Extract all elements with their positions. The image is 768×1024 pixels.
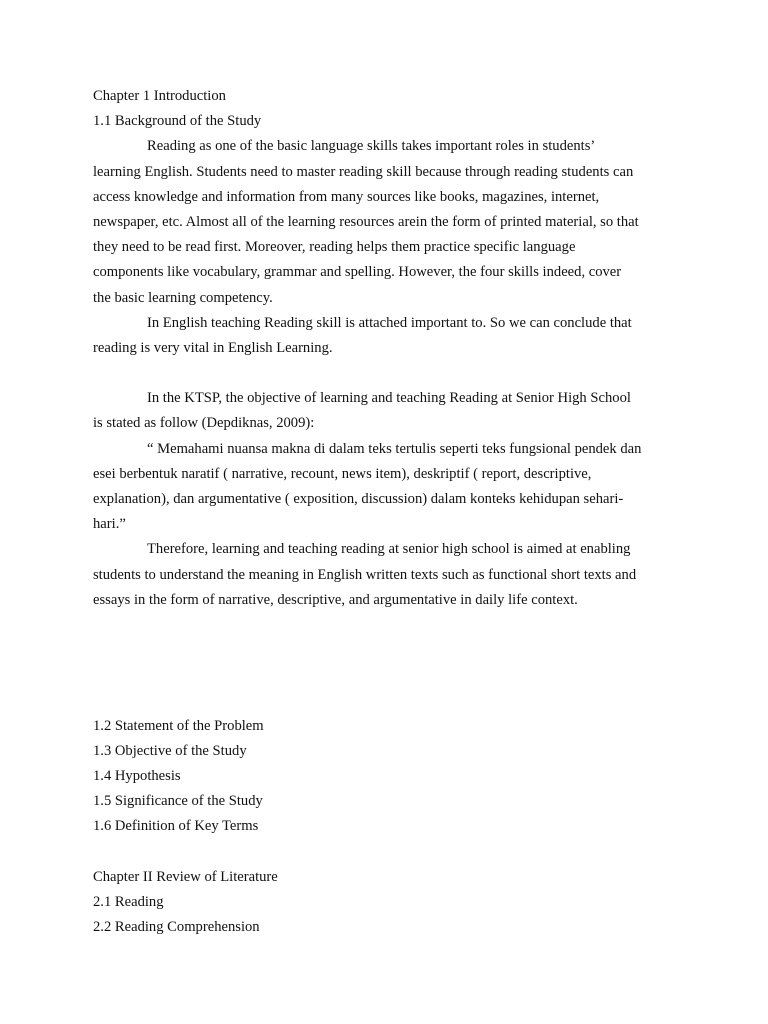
outline-item: 2.1 Reading bbox=[93, 894, 164, 911]
section-gap bbox=[93, 613, 683, 714]
outline-item: 1.3 Objective of the Study bbox=[93, 742, 247, 759]
paragraph-line: is stated as follow (Depdiknas, 2009): bbox=[93, 415, 315, 432]
chapter-2-title: Chapter II Review of Literature bbox=[93, 868, 278, 885]
paragraph-line: In English teaching Reading skill is attached important to. So we can conclude that bbox=[147, 314, 632, 331]
ktsp-paragraph bbox=[93, 386, 683, 436]
quote-line: explanation), dan argumentative ( exposition, discussion) dalam konteks kehidupan sehari- bbox=[93, 491, 624, 507]
document-body bbox=[93, 84, 683, 940]
chapter-1-outline bbox=[93, 714, 683, 840]
outline-item: 1.4 Hypothesis bbox=[93, 768, 181, 785]
outline-item: 1.6 Definition of Key Terms bbox=[93, 818, 259, 835]
outline-item: 2.2 Reading Comprehension bbox=[93, 919, 260, 936]
paragraph-line: they need to be read first. Moreover, reading helps them practice specific language bbox=[93, 239, 576, 256]
paragraph-line: reading is very vital in English Learning. bbox=[93, 339, 333, 356]
paragraph-line: access knowledge and information from many sources like books, magazines, internet, bbox=[93, 188, 600, 205]
section-1-1-heading: 1.1 Background of the Study bbox=[93, 113, 262, 130]
paragraph-line: In the KTSP, the objective of learning and teaching Reading at Senior High School bbox=[147, 390, 631, 407]
paragraph-line: learning English. Students need to master reading skill because through reading students can bbox=[93, 163, 634, 180]
blank-line bbox=[93, 840, 683, 865]
chapter-2-outline bbox=[93, 890, 683, 940]
paragraph-line: newspaper, etc. Almost all of the learning resources arein the form of printed material, so that bbox=[93, 213, 639, 230]
conclusion-paragraph bbox=[93, 537, 683, 613]
background-paragraph-1 bbox=[93, 134, 683, 310]
paragraph-line: the basic learning competency. bbox=[93, 289, 273, 306]
chapter-1-title: Chapter 1 Introduction bbox=[93, 88, 226, 104]
outline-item: 1.5 Significance of the Study bbox=[93, 793, 263, 810]
quote-line: “ Memahami nuansa makna di dalam teks tertulis seperti teks fungsional pendek dan bbox=[147, 440, 642, 457]
blank-line bbox=[93, 361, 683, 386]
outline-item: 1.2 Statement of the Problem bbox=[93, 717, 264, 734]
quote-line: esei berbentuk naratif ( narrative, recount, news item), deskriptif ( report, descriptive, bbox=[93, 465, 592, 482]
paragraph-line: Reading as one of the basic language skills takes important roles in students’ bbox=[147, 138, 596, 155]
background-paragraph-2 bbox=[93, 311, 683, 361]
paragraph-line: Therefore, learning and teaching reading at senior high school is aimed at enabling bbox=[147, 541, 631, 558]
paragraph-line: students to understand the meaning in English written texts such as functional short texts and bbox=[93, 566, 637, 583]
paragraph-line: components like vocabulary, grammar and spelling. However, the four skills indeed, cover bbox=[93, 264, 622, 281]
paragraph-line: essays in the form of narrative, descriptive, and argumentative in daily life context. bbox=[93, 591, 578, 608]
ktsp-quote bbox=[93, 437, 683, 538]
quote-line: hari.” bbox=[93, 516, 126, 533]
